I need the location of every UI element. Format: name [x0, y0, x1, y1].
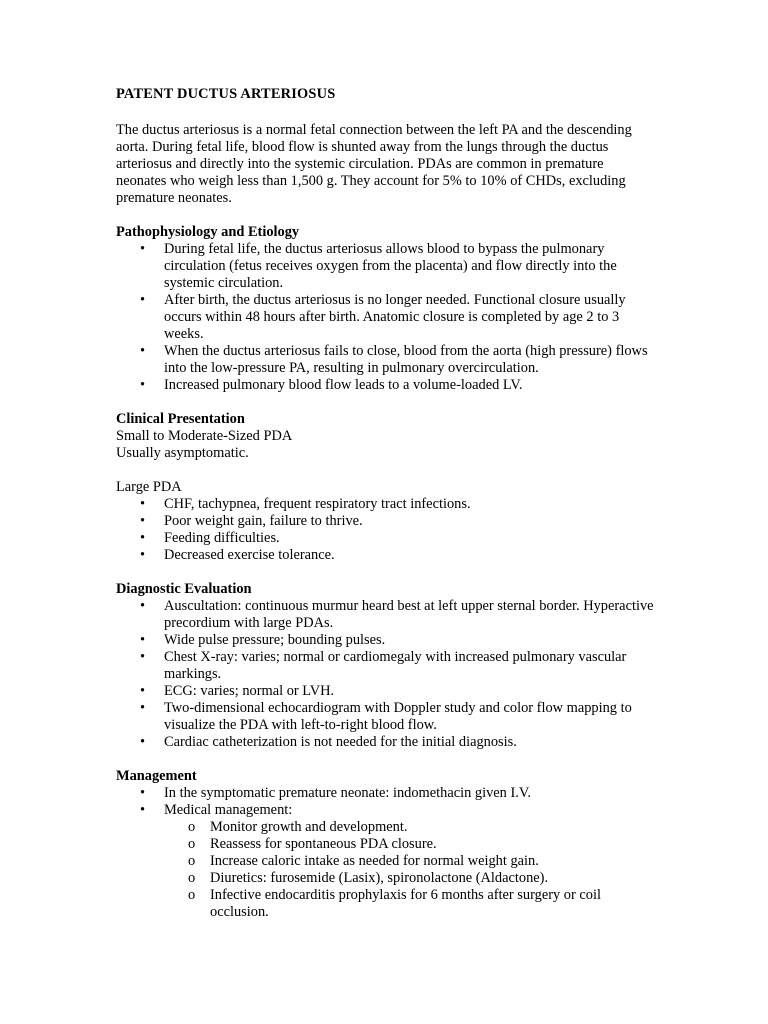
sub-list-item-text: Reassess for spontaneous PDA closure. [210, 836, 437, 852]
list-item-text: In the symptomatic premature neonate: indomethacin given I.V. [164, 785, 531, 801]
list-item-text: ECG: varies; normal or LVH. [164, 683, 335, 699]
list-item [116, 292, 656, 343]
spacer [116, 394, 656, 411]
list-item-text: Medical management: [164, 802, 293, 818]
clinical-list [116, 496, 656, 564]
list-item [116, 343, 656, 377]
bullet-icon: • [140, 530, 146, 546]
sub-list-item [116, 836, 656, 853]
section-heading-clinical: Clinical Presentation [116, 411, 245, 427]
bullet-icon: • [140, 547, 146, 563]
section-heading-pathophysiology: Pathophysiology and Etiology [116, 224, 300, 240]
bullet-icon: • [140, 802, 146, 818]
list-item-text: Feeding difficulties. [164, 530, 280, 546]
bullet-icon: • [140, 598, 146, 614]
list-item-text: After birth, the ductus arteriosus is no longer needed. Functional closure usually occurs within 48 hours after birth. Anatomic closure is completed by age 2 to 3 weeks. [164, 292, 626, 342]
list-item [116, 547, 656, 564]
subheading-large-pda: Large PDA [116, 479, 182, 495]
list-item [116, 496, 656, 513]
list-item [116, 785, 656, 802]
page-title: PATENT DUCTUS ARTERIOSUS [116, 86, 336, 102]
list-item [116, 377, 656, 394]
list-item-text: CHF, tachypnea, frequent respiratory tract infections. [164, 496, 471, 512]
spacer [116, 462, 656, 479]
list-item [116, 734, 656, 751]
pathophysiology-list [116, 241, 656, 394]
section-heading-management: Management [116, 768, 197, 784]
list-item [116, 530, 656, 547]
bullet-icon: • [140, 496, 146, 512]
bullet-icon: • [140, 343, 146, 359]
bullet-icon: • [140, 649, 146, 665]
list-item-text: Increased pulmonary blood flow leads to a volume-loaded LV. [164, 377, 523, 393]
list-item [116, 632, 656, 649]
list-item-text: Two-dimensional echocardiogram with Doppler study and color flow mapping to visualize the PDA with left-to-right blood flow. [164, 700, 632, 733]
sub-list-item-text: Monitor growth and development. [210, 819, 408, 835]
list-item [116, 598, 656, 632]
section-heading-diagnostic: Diagnostic Evaluation [116, 581, 252, 597]
list-item-text: When the ductus arteriosus fails to close, blood from the aorta (high pressure) flows into the low-pressure PA, resulting in pulmonary overcirculation. [164, 343, 648, 376]
list-item-text: During fetal life, the ductus arteriosus allows blood to bypass the pulmonary circulation (fetus receives oxygen from the placenta) and flow directly into the systemic circulation. [164, 241, 617, 291]
bullet-icon: • [140, 632, 146, 648]
circle-bullet-icon: o [188, 887, 196, 903]
sub-list-item [116, 870, 656, 887]
bullet-icon: • [140, 785, 146, 801]
list-item-text: Wide pulse pressure; bounding pulses. [164, 632, 386, 648]
medical-management-sublist [116, 819, 656, 921]
circle-bullet-icon: o [188, 853, 196, 869]
sub-list-item [116, 887, 656, 921]
small-pda-text: Usually asymptomatic. [116, 445, 249, 461]
spacer [116, 564, 656, 581]
sub-list-item-text: Increase caloric intake as needed for normal weight gain. [210, 853, 539, 869]
list-item [116, 649, 656, 683]
bullet-icon: • [140, 513, 146, 529]
sub-list-item-text: Diuretics: furosemide (Lasix), spironolactone (Aldactone). [210, 870, 549, 886]
circle-bullet-icon: o [188, 836, 196, 852]
sub-list-item-text: Infective endocarditis prophylaxis for 6 months after surgery or coil occlusion. [210, 887, 601, 920]
list-item-text: Chest X-ray: varies; normal or cardiomegaly with increased pulmonary vascular markings. [164, 649, 627, 682]
sub-list-item [116, 819, 656, 836]
list-item-text: Cardiac catheterization is not needed for the initial diagnosis. [164, 734, 517, 750]
spacer [116, 751, 656, 768]
bullet-icon: • [140, 734, 146, 750]
bullet-icon: • [140, 700, 146, 716]
management-list [116, 785, 656, 819]
list-item-text: Auscultation: continuous murmur heard best at left upper sternal border. Hyperactive precordium with large PDAs. [164, 598, 654, 631]
bullet-icon: • [140, 683, 146, 699]
list-item [116, 802, 656, 819]
list-item [116, 241, 656, 292]
list-item-text: Poor weight gain, failure to thrive. [164, 513, 363, 529]
circle-bullet-icon: o [188, 819, 196, 835]
bullet-icon: • [140, 292, 146, 308]
document-page [116, 86, 656, 921]
diagnostic-list [116, 598, 656, 751]
list-item [116, 513, 656, 530]
list-item-text: Decreased exercise tolerance. [164, 547, 335, 563]
circle-bullet-icon: o [188, 870, 196, 886]
subheading-small-pda: Small to Moderate-Sized PDA [116, 428, 293, 444]
list-item [116, 683, 656, 700]
sub-list-item [116, 853, 656, 870]
intro-paragraph: The ductus arteriosus is a normal fetal connection between the left PA and the descending aorta. During fetal life, blood flow is shunted away from the lungs through the ductus arteriosus and directly into the systemic circulation. PDAs are common in premature neonates who weigh less than 1,500 g. They account for 5% to 10% of CHDs, excluding premature neonates. [116, 122, 632, 206]
list-item [116, 700, 656, 734]
bullet-icon: • [140, 241, 146, 257]
bullet-icon: • [140, 377, 146, 393]
